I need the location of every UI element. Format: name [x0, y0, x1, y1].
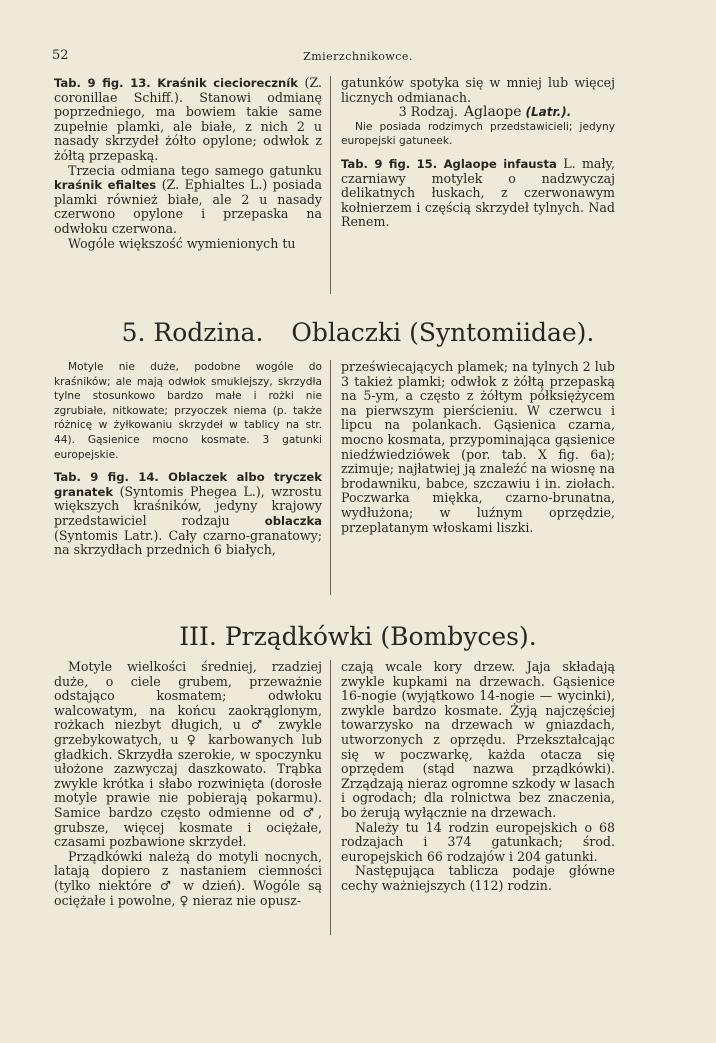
subfamily-heading: III. Prządkówki (Bombyces). [179, 622, 537, 651]
column-divider [330, 360, 331, 595]
family-heading [0, 318, 716, 348]
genus-author: (Latr.). [525, 105, 572, 120]
family-description: Motyle nie duże, podobne wogóle do kraśników; ale mają odwłok smuklejszy, skrzydła tylne stosunkowo bardzo małe i rożki nie zgrubiałe, nitkowate; przyoczek niema (p. także różnicę w żyłkowaniu skrzydeł w tablicy na str. 44). Gąsienice mocno kosmate. 3 gatunki europejskie. [54, 361, 322, 461]
family-number: 5. Rodzina. [121, 318, 264, 347]
page-header [0, 48, 716, 66]
paragraph [341, 157, 615, 230]
column-divider [330, 76, 331, 294]
paragraph-text: (Z. coronillae Schiff.). Stanowi odmianę poprzedniego, ma bowiem takie same zupełnie plamki, ale białe, z nich 2 u nasady skrzydeł żółto opylone; odwłok z żółtą przepaską. [54, 75, 322, 163]
paragraph-text: (Z. Ephialtes L.) posiada plamki również białe, ale 2 u nasady czerwono opylone i przepaska na odwłoku czerwona. [54, 177, 323, 236]
genus-name: Aglaope [463, 104, 522, 121]
genus-name: oblaczka [264, 513, 322, 528]
genus-label: 3 Rodzaj. [398, 104, 458, 120]
species-name: kraśnik efialtes [54, 178, 157, 193]
paragraph [54, 164, 322, 237]
paragraph: Należy tu 14 rodzin europejskich o 68 rodzajach i 374 gatunkach; środ. europejskich 66 rodzajów i 204 gatunki. [341, 819, 615, 864]
paragraph: gatunków spotyka się w mniej lub więcej licznych odmianach. [341, 75, 615, 105]
paragraph: Prządkówki należą do motyli nocnych, latają dopiero z nastaniem ciemności (tylko niektóre ♂ w dzień). Wogóle są ociężałe i powolne, ♀ nieraz nie opusz- [54, 848, 322, 908]
page-number: 52 [52, 48, 69, 63]
entry-lead: Tab. 9 fig. 14. [54, 470, 159, 485]
column-divider [330, 660, 331, 935]
top-right-column [341, 76, 615, 230]
section5-right-column [341, 360, 615, 535]
paragraph-text: L. mały, czarniawy motylek o nadzwyczaj delikatnych łuskach, z czerwonawym kołnierzem i częścią skrzydeł tylnych. Nad Renem. [341, 155, 615, 230]
paragraph: przeświecających plamek; na tylnych 2 lub 3 takież plamki; odwłok z żółtą przepaską na 5-ym, a często z żółtym półksiężycem na pierwszym pierścieniu. W czerwcu i lipcu na polankach. Gąsienica czarna, mocno kosmata, przypominająca gąsienice niedźwiedziówek (por. tab. X fig. 6a); zzimuje; najłatwiej ją znaleźć na wiosnę na brodawniku, babce, szczawiu i in. ziołach. Poczwarka miękka, czarno-brunatna, wydłużona; w luźnym oprzędzie, przeplatanym włoskami liszki. [341, 359, 615, 535]
paragraph-text: (Syntomis Latr.). Cały czarno-granatowy; na skrzydłach przednich 6 białych, [54, 527, 322, 558]
section3-right-column [341, 660, 615, 894]
paragraph-text: (Syntomis Phegea L.), wzrostu większych kraśników, jedyny krajowy przedstawiciel rodzaju [54, 483, 322, 528]
family-name: Oblaczki (Syntomiidae). [291, 318, 595, 347]
paragraph: Motyle wielkości średniej, rzadziej duże, o ciele grubem, przeważnie odstająco kosmatem; odwłoku walcowatym, na końcu zaokrąglonym, rożkach niezbyt długich, u ♂ zwykle grzebykowatych, u ♀ karbowanych lub gładkich. Skrzydła szerokie, w spoczynku ułożone zazwyczaj daszkowato. Trąbka zwykle krótka i słabo rozwinięta (dorosłe motyle prawie nie pobierają pokarmu). Samice bardzo często odmienne od ♂, grubsze, więcej kosmate i ociężałe, czasami pozbawione skrzydeł. [54, 659, 322, 850]
species-name: Oblaczek albo tryczek granatek [54, 470, 322, 499]
paragraph: Wogóle większość wymienionych tu [68, 235, 296, 251]
species-name: Aglaope infausta [443, 156, 557, 171]
paragraph [54, 76, 322, 164]
genus-heading [341, 105, 615, 120]
paragraph [54, 470, 322, 558]
entry-lead: Tab. 9 fig. 15. [341, 156, 438, 171]
paragraph-text: Trzecia odmiana tego samego gatunku [68, 162, 322, 178]
genus-note: Nie posiada rodzimych przedstawicieli; jedyny europejski gatuneek. [341, 120, 615, 148]
section3-left-column [54, 660, 322, 908]
paragraph: czają wcale kory drzew. Jaja składają zwykle kupkami na drzewach. Gąsienice 16-nogie (wyjątkowo 14-nogie — wycinki), zwykle bardzo kosmate. Żyją najczęściej towarzysko na drzewach w gniazdach, utworzonych z oprzędu. Przekształcając się w poczwarkę, każda otacza się oprzędem (stąd nazwa prządkówki). Zrządzają nieraz ogromne szkody w lasach i ogrodach; dla rolnictwa bez znaczenia, bo żerują wyłącznie na drzewach. [341, 659, 615, 820]
entry-lead: Tab. 9 fig. 13. Kraśnik ciecioreczník [54, 76, 298, 90]
paragraph: Następująca tablicza podaje główne cechy ważniejszych (112) rodzin. [341, 863, 615, 893]
top-left-column [54, 76, 322, 251]
running-title: Zmierzchnikowce. [303, 50, 413, 63]
section5-left-column [54, 360, 322, 558]
